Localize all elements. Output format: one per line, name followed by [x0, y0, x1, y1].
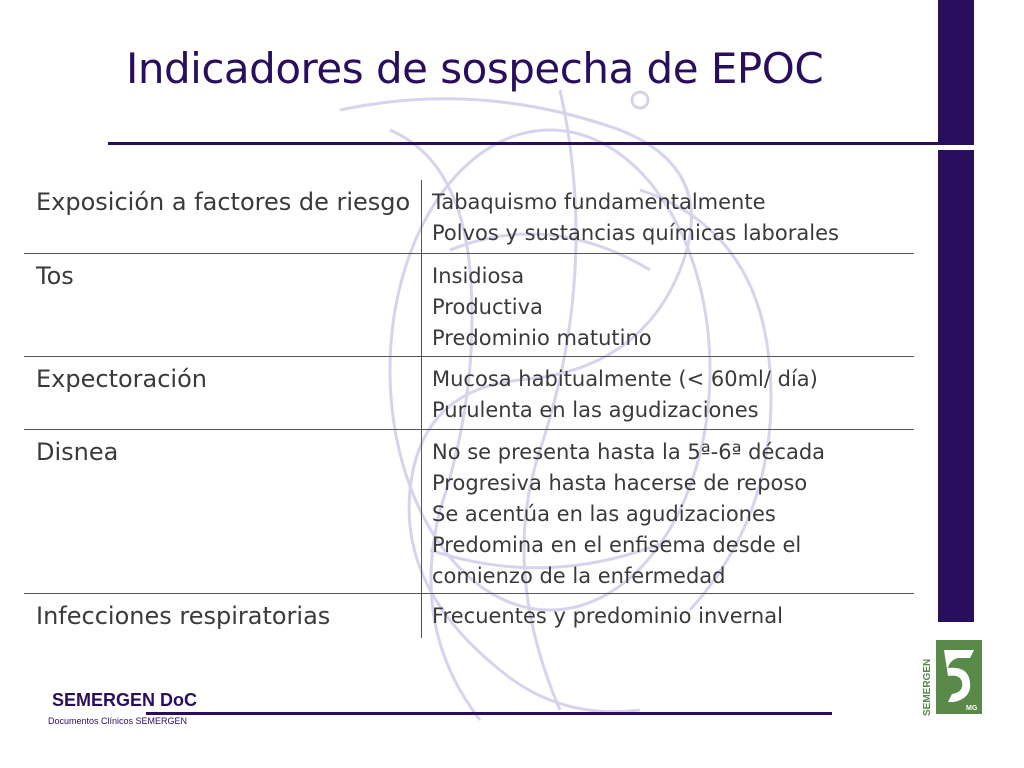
table-row: [24, 594, 914, 638]
row-item: Progresiva hasta hacerse de reposo: [432, 471, 808, 495]
row-item: comienzo de la enfermedad: [432, 564, 726, 588]
row-item: Productiva: [432, 295, 543, 319]
row-item: Polvos y sustancias químicas laborales: [432, 221, 839, 245]
footer-divider: [146, 712, 832, 715]
row-items: [422, 180, 914, 253]
semergen-doc-logo: SEMERGEN DoC: [52, 690, 198, 710]
row-label: Infecciones respiratorias: [24, 594, 422, 638]
row-label: Disnea: [24, 430, 422, 593]
semergen-doc-subtitle: Documentos Clínicos SEMERGEN: [48, 716, 188, 726]
row-items: [422, 357, 914, 429]
row-items: [422, 254, 914, 356]
row-item: No se presenta hasta la 5ª-6ª década: [432, 440, 826, 464]
row-item: Insidiosa: [432, 264, 525, 288]
row-item: Se acentúa en las agudizaciones: [432, 502, 776, 526]
row-item: Tabaquismo fundamentalmente: [432, 190, 766, 214]
row-item: Predomina en el enfisema desde el: [432, 533, 802, 557]
right-accent-bar: [938, 0, 974, 622]
semergen-vertical-label: SEMERGEN: [922, 658, 933, 716]
row-items: [422, 594, 914, 638]
table-row: [24, 430, 914, 594]
row-item: Purulenta en las agudizaciones: [432, 398, 759, 422]
indicators-table: [24, 180, 914, 638]
row-label: Expectoración: [24, 357, 422, 429]
row-item: Frecuentes y predominio invernal: [432, 604, 783, 628]
row-label: Exposición a factores de riesgo: [24, 180, 422, 253]
title-divider: [108, 142, 974, 145]
table-row: [24, 254, 914, 357]
row-item: Mucosa habitualmente (< 60ml/ día): [432, 367, 818, 391]
slide-title: Indicadores de sospecha de EPOC: [126, 44, 824, 93]
row-label: Tos: [24, 254, 422, 356]
table-row: [24, 357, 914, 430]
semergen-mg-label: MG: [966, 705, 978, 712]
row-items: [422, 430, 914, 593]
table-row: [24, 180, 914, 254]
row-item: Predominio matutino: [432, 326, 652, 350]
semergen-emblem-logo: [918, 636, 984, 718]
